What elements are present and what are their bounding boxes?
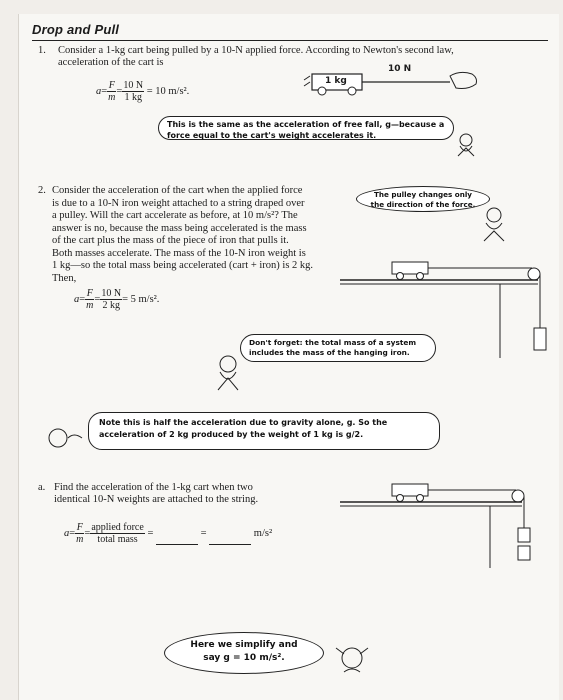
qa-units: m/s² — [253, 527, 273, 539]
q1-text-line2: acceleration of the cart is — [58, 57, 164, 68]
q2-character-icon — [480, 205, 510, 245]
qa-eq-F: F — [76, 522, 83, 533]
q1-character-icon — [452, 132, 482, 158]
qa-line1: Find the acceleration of the 1-kg cart when two — [54, 482, 253, 493]
q1-eq-a: a — [96, 85, 102, 97]
final-speech-bubble: Here we simplify and say g = 10 m/s². — [164, 632, 324, 674]
page-title: Drop and Pull — [32, 22, 120, 37]
qa-label: a. — [38, 482, 46, 493]
q2-eq-a: a — [74, 293, 80, 305]
q2-line: is due to a 10-N iron weight attached to a string draped over — [52, 197, 305, 209]
q2-line: of the cart plus the mass of the piece of iron that pulls it. — [52, 235, 289, 246]
q1-force-label: 10 N — [388, 64, 412, 74]
q1-cart-label: 1 kg — [325, 76, 347, 86]
qa-answer-blank-2[interactable] — [209, 544, 251, 545]
q1-eq-den: 1 kg — [124, 92, 142, 103]
qa-answer-blank-1[interactable] — [156, 544, 198, 545]
qa-pulley-drawing — [340, 478, 545, 568]
q1-text-line1: Consider a 1-kg cart being pulled by a 10-N applied force. According to Newton's second law, — [58, 45, 454, 56]
pulley-speech-bubble: The pulley changes only the direction of the force. — [356, 186, 490, 212]
q2-eq-num: 10 N — [101, 288, 122, 299]
q2-line: 1 kg—so the total mass being accelerated (cart + iron) is 2 kg. — [52, 260, 314, 271]
q2-number: 2. — [38, 185, 46, 196]
q1-eq-result: = 10 m/s². — [146, 85, 190, 97]
q2-line: a pulley. Will the cart accelerate as before, at 10 m/s²? The — [52, 210, 298, 221]
q2-line: Consider the acceleration of the cart when the applied force — [52, 185, 303, 196]
q2-line: answer is no, because the mass being accelerated is the mass — [52, 222, 307, 234]
qa-eq-num: applied force — [91, 522, 144, 533]
q1-number: 1. — [38, 45, 46, 56]
q2-eq-m: m — [86, 300, 94, 311]
qa-eq-a: a — [64, 527, 70, 539]
q1-eq-m: m — [108, 92, 116, 103]
system-speech-bubble: Don't forget: the total mass of a system includes the mass of the hanging iron. — [240, 334, 436, 362]
note-speech-bubble: Note this is half the acceleration due to gravity alone, g. So the acceleration of 2 kg produced by the weight of 1 kg is g/2. — [88, 412, 440, 450]
q2-eq-F: F — [86, 288, 93, 299]
q1-eq-num: 10 N — [123, 80, 144, 91]
q1-eq-F: F — [108, 80, 115, 91]
q2-line: Then, — [52, 272, 77, 284]
qa-eq-m: m — [76, 534, 84, 545]
title-rule — [32, 40, 548, 41]
qa-equation: a= $\frac{F}{m}$ = $\frac{\text{applied force}}{\text{total mass}}$ = = m/s² — [64, 522, 273, 545]
q2-eq-result: = 5 m/s². — [122, 293, 160, 305]
qa-eq-den: total mass — [97, 534, 138, 545]
qa-line2: identical 10-N weights are attached to the string. — [54, 494, 259, 505]
q2-paragraph — [52, 185, 352, 285]
q2-boy-icon — [212, 352, 248, 392]
q2-line: Both masses accelerate. The mass of the 10-N iron weight is — [52, 247, 306, 259]
q2-eq-den: 2 kg — [102, 300, 120, 311]
q1-speech-bubble: This is the same as the acceleration of free fall, g—because a force equal to the cart's weight accelerates it. — [158, 116, 454, 140]
note-character-icon — [46, 426, 86, 450]
final-character-icon — [330, 642, 376, 676]
q2-equation: a= $\frac{F}{m}$ = $\frac{10 N}{2 kg}$ = 5 m/s². — [74, 288, 160, 311]
q1-equation: a= $\frac{F}{m}$ = $\frac{10 N}{1 kg}$ = 10 m/s². — [96, 80, 190, 103]
